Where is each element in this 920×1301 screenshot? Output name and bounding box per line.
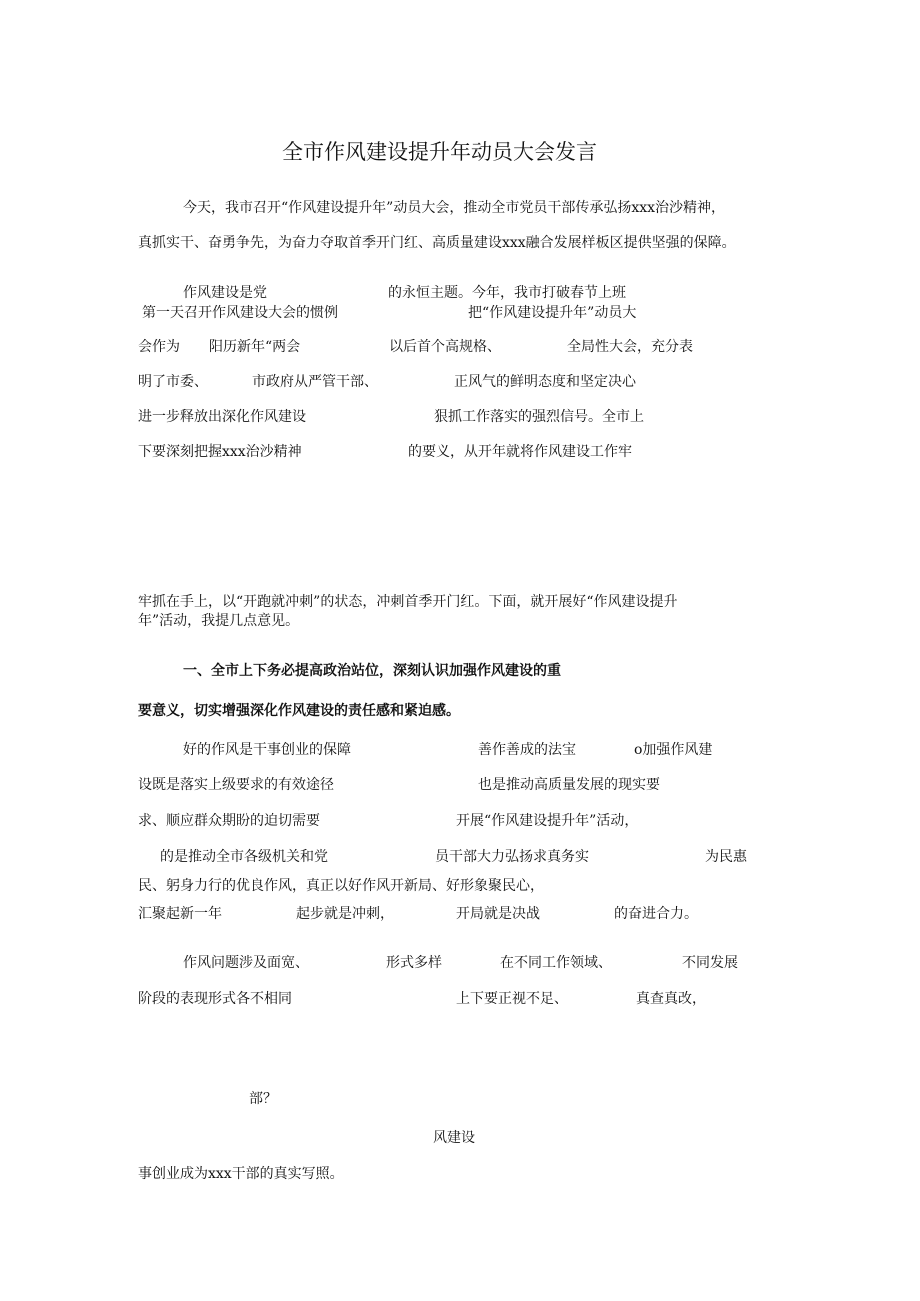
para4-text: 开局就是决战 [456,906,540,922]
para5-text: 上下要正视不足、 [456,991,568,1007]
para2-text: 以后首个高规格、 [389,339,501,355]
para4-text: o加强作风建 [634,742,713,758]
intro-line-2: 真抓实干、奋勇争先，为奋力夺取首季开门红、高质量建设xxx融合发展样板区提供坚强的保障。 [138,235,736,251]
para4-text: 也是推动高质量发展的现实要 [478,777,660,793]
para2-text: 狠抓工作落实的强烈信号。全市上 [434,409,644,425]
para4-text: 起步就是冲刺， [296,906,394,922]
para2-text: 进一步释放出深化作风建设 [138,409,306,425]
para2-text: 市政府从严管干部、 [252,374,378,390]
para4-text: 求、顺应群众期盼的迫切需要 [138,813,320,829]
para4-text: 开展“作风建设提升年”活动， [456,813,639,829]
para4-text: 为民惠 [705,849,747,865]
para2-text: 的永恒主题。今年，我市打破春节上班 [388,285,626,301]
para5-text: 作风问题涉及面宽、 [183,955,309,971]
para3-line-1: 牢抓在手上，以“开跑就冲刺”的状态，冲刺首季开门红。下面，就开展好“作风建设提升 [138,594,678,610]
para2-text: 会作为 [138,339,180,355]
para5-text: 不同发展 [682,955,738,971]
para4-text: 的奋进合力。 [614,906,698,922]
para2-text: 把“作风建设提升年”动员大 [468,305,637,321]
para4-text: 设既是落实上级要求的有效途径 [138,777,334,793]
document-title: 全市作风建设提升年动员大会发言 [282,140,597,164]
para2-text: 全局性大会，充分表 [567,339,693,355]
section-heading-line-2: 要意义，切实增强深化作风建设的责任感和紧迫感。 [138,703,460,719]
para5-text: 阶段的表现形式各不相同 [138,991,292,1007]
para2-text: 作风建设是党 [183,285,267,301]
fragment-text: 部？ [249,1091,277,1107]
para5-text: 真查真改， [636,991,706,1007]
para2-text: 正风气的鲜明态度和坚定决心 [454,374,636,390]
para4-text: 好的作风是干事创业的保障 [183,742,351,758]
section-heading-line-1: 一、全市上下务必提高政治站位，深刻认识加强作风建设的重 [183,663,561,679]
para5-text: 形式多样 [386,955,442,971]
para2-text: 的要义，从开年就将作风建设工作牢 [408,444,632,460]
para4-text: 善作善成的法宝 [478,742,576,758]
para5-text: 在不同工作领域、 [500,955,612,971]
fragment-text: 风建设 [433,1130,475,1146]
para3-line-2: 年”活动，我提几点意见。 [138,613,300,629]
para4-text: 汇聚起新一年 [138,906,222,922]
para2-text: 阳历新年“两会 [209,339,301,355]
para4-text: 的是推动全市各级机关和党 [160,849,328,865]
intro-line-1: 今天，我市召开“作风建设提升年”动员大会，推动全市党员干部传承弘扬xxx治沙精神， [183,200,725,216]
para4-text: 员干部大力弘扬求真务实 [435,849,589,865]
para2-text: 第一天召开作风建设大会的惯例 [142,305,338,321]
para2-text: 下要深刻把握xxx治沙精神 [138,444,302,460]
closing-line: 事创业成为xxx干部的真实写照。 [138,1166,344,1182]
para2-text: 明了市委、 [138,374,208,390]
para4-text: 民、躬身力行的优良作风，真正以好作风开新局、好形象聚民心， [138,878,544,894]
